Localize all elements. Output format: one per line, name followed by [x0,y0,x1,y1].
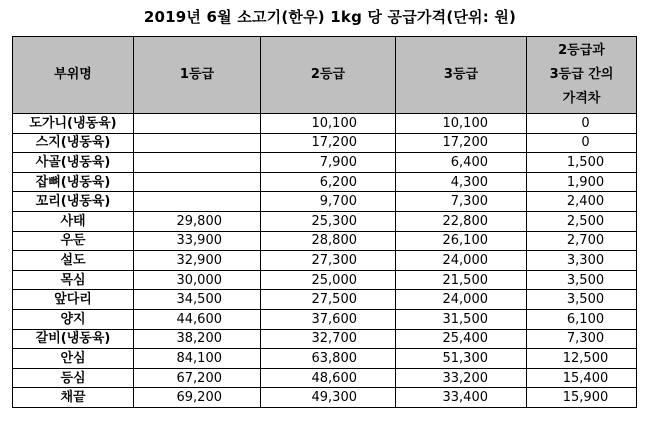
cell-grade1 [134,114,261,134]
table-row [13,211,637,231]
table-row [13,270,637,290]
cell-grade3: 17,200 [396,133,527,153]
cell-diff: 15,400 [527,368,637,388]
header-grade2: 2등급 [261,37,396,114]
cell-diff: 0 [527,133,637,153]
header-grade3: 3등급 [396,37,527,114]
table-row [13,290,637,310]
cell-grade2: 27,300 [261,251,396,271]
cell-grade3: 7,300 [396,192,527,212]
cell-part: 설도 [13,251,134,271]
cell-part: 앞다리 [13,290,134,310]
table-row [13,309,637,329]
cell-grade2: 25,300 [261,211,396,231]
cell-grade1: 44,600 [134,309,261,329]
table-body [13,114,637,408]
cell-grade3: 22,800 [396,211,527,231]
cell-grade3: 26,100 [396,231,527,251]
cell-part: 사골(냉동육) [13,153,134,173]
cell-grade1: 34,500 [134,290,261,310]
header-diff [527,37,637,114]
cell-part: 잡뼈(냉동육) [13,172,134,192]
cell-grade2: 27,500 [261,290,396,310]
cell-diff: 1,500 [527,153,637,173]
page-title: 2019년 6월 소고기(한우) 1kg 당 공급가격(단위: 원) [143,8,517,26]
cell-grade2: 37,600 [261,309,396,329]
header-grade1: 1등급 [134,37,261,114]
cell-grade2: 17,200 [261,133,396,153]
cell-diff: 2,500 [527,211,637,231]
cell-grade1 [134,153,261,173]
cell-grade1: 67,200 [134,368,261,388]
cell-part: 갈비(냉동육) [13,329,134,349]
header-row [13,37,637,114]
cell-grade2: 10,100 [261,114,396,134]
cell-grade2: 63,800 [261,349,396,369]
table-row [13,192,637,212]
table-row [13,114,637,134]
table-row [13,172,637,192]
cell-diff: 0 [527,114,637,134]
cell-diff: 3,500 [527,270,637,290]
cell-part: 양지 [13,309,134,329]
cell-part: 도가니(냉동육) [13,114,134,134]
cell-grade3: 10,100 [396,114,527,134]
table-row [13,329,637,349]
cell-part: 스지(냉동육) [13,133,134,153]
cell-diff: 7,300 [527,329,637,349]
cell-grade1: 30,000 [134,270,261,290]
table-row [13,133,637,153]
cell-grade3: 25,400 [396,329,527,349]
cell-grade2: 49,300 [261,388,396,408]
cell-grade2: 6,200 [261,172,396,192]
cell-grade2: 9,700 [261,192,396,212]
table-row [13,153,637,173]
cell-diff: 2,700 [527,231,637,251]
cell-part: 채끝 [13,388,134,408]
cell-grade2: 32,700 [261,329,396,349]
cell-grade3: 33,200 [396,368,527,388]
cell-grade2: 7,900 [261,153,396,173]
cell-grade1: 84,100 [134,349,261,369]
cell-grade1 [134,172,261,192]
cell-diff: 12,500 [527,349,637,369]
table-row [13,251,637,271]
cell-grade1: 69,200 [134,388,261,408]
cell-diff: 1,900 [527,172,637,192]
cell-diff: 3,300 [527,251,637,271]
cell-grade3: 24,000 [396,290,527,310]
cell-grade2: 25,000 [261,270,396,290]
header-part: 부위명 [13,37,134,114]
cell-part: 목심 [13,270,134,290]
cell-grade3: 6,400 [396,153,527,173]
header-diff-line2: 3등급 간의 [549,67,614,82]
cell-grade1: 29,800 [134,211,261,231]
cell-grade3: 31,500 [396,309,527,329]
cell-grade1: 32,900 [134,251,261,271]
cell-part: 꼬리(냉동육) [13,192,134,212]
price-table [12,36,637,408]
cell-grade2: 28,800 [261,231,396,251]
cell-grade1 [134,133,261,153]
cell-part: 안심 [13,349,134,369]
cell-diff: 3,500 [527,290,637,310]
cell-grade3: 24,000 [396,251,527,271]
table-row [13,349,637,369]
table-row [13,388,637,408]
cell-grade3: 4,300 [396,172,527,192]
cell-part: 등심 [13,368,134,388]
cell-diff: 15,900 [527,388,637,408]
header-diff-line3: 가격차 [562,91,601,106]
cell-diff: 2,400 [527,192,637,212]
cell-grade1: 38,200 [134,329,261,349]
cell-grade1 [134,192,261,212]
cell-grade2: 48,600 [261,368,396,388]
cell-grade3: 51,300 [396,349,527,369]
header-diff-line1: 2등급과 [558,43,605,58]
cell-grade3: 33,400 [396,388,527,408]
table-row [13,368,637,388]
cell-diff: 6,100 [527,309,637,329]
cell-part: 사태 [13,211,134,231]
cell-grade1: 33,900 [134,231,261,251]
cell-part: 우둔 [13,231,134,251]
cell-grade3: 21,500 [396,270,527,290]
table-row [13,231,637,251]
